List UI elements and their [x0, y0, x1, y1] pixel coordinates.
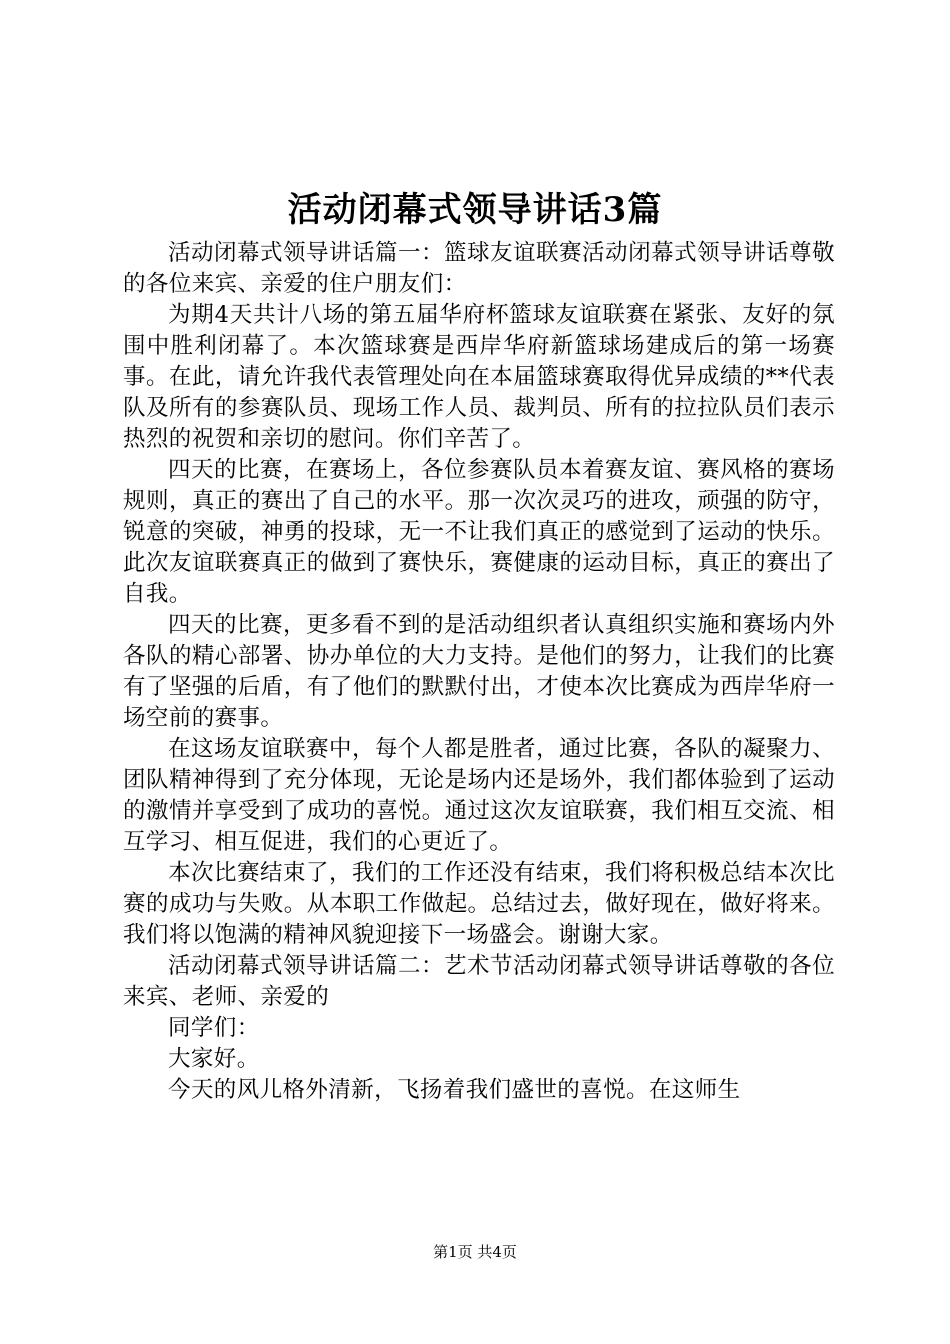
paragraph: 活动闭幕式领导讲话篇一：篮球友谊联赛活动闭幕式领导讲话尊敬的各位来宾、亲爱的住户朋友们：: [123, 240, 835, 297]
document-body: [123, 238, 835, 1106]
paragraph: 为期4天共计八场的第五届华府杯篮球友谊联赛在紧张、友好的氛围中胜利闭幕了。本次篮球赛是西岸华府新篮球场建成后的第一场赛事。在此，请允许我代表管理处向在本届篮球赛取得优异成绩的**代表队及所有的参赛队员、现场工作人员、裁判员、所有的拉拉队员们表示热烈的祝贺和亲切的慰问。你们辛苦了。: [123, 302, 835, 452]
paragraph: 大家好。: [168, 1046, 260, 1072]
paragraph: 在这场友谊联赛中，每个人都是胜者，通过比赛，各队的凝聚力、团队精神得到了充分体现，无论是场内还是场外，我们都体验到了运动的激情并享受到了成功的喜悦。通过这次友谊联赛，我们相互交流、相互学习、相互促进，我们的心更近了。: [123, 736, 835, 855]
page-footer: 第1页 共4页: [433, 1243, 517, 1261]
paragraph: 活动闭幕式领导讲话篇二：艺术节活动闭幕式领导讲话尊敬的各位来宾、老师、亲爱的: [123, 953, 835, 1010]
paragraph: 本次比赛结束了，我们的工作还没有结束，我们将积极总结本次比赛的成功与失败。从本职工作做起。总结过去，做好现在，做好将来。我们将以饱满的精神风貌迎接下一场盛会。谢谢大家。: [123, 860, 835, 948]
paragraph: 今天的风儿格外清新，飞扬着我们盛世的喜悦。在这师生: [168, 1077, 741, 1103]
document-title: 活动闭幕式领导讲话3篇: [287, 190, 663, 230]
paragraph: 同学们：: [168, 1015, 260, 1041]
paragraph: 四天的比赛，在赛场上，各位参赛队员本着赛友谊、赛风格的赛场规则，真正的赛出了自己的水平。那一次次灵巧的进攻，顽强的防守，锐意的突破，神勇的投球，无一不让我们真正的感觉到了运动的快乐。此次友谊联赛真正的做到了赛快乐，赛健康的运动目标，真正的赛出了自我。: [123, 457, 835, 607]
paragraph: 四天的比赛，更多看不到的是活动组织者认真组织实施和赛场内外各队的精心部署、协办单位的大力支持。是他们的努力，让我们的比赛有了坚强的后盾，有了他们的默默付出，才使本次比赛成为西岸华府一场空前的赛事。: [123, 612, 835, 731]
